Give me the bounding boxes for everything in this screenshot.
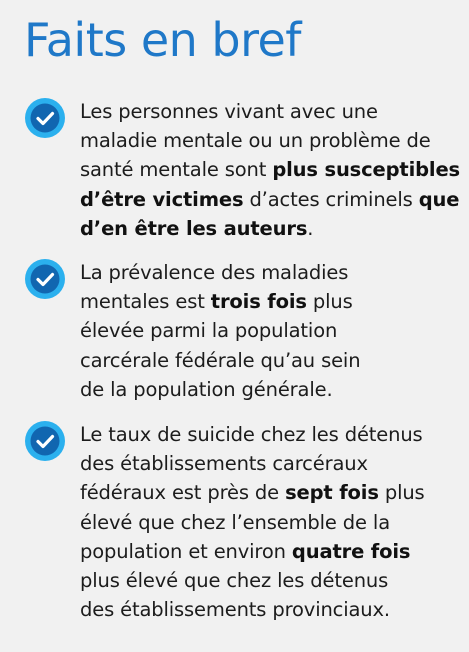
fact-text [80,258,460,404]
fact-line [80,185,460,214]
fact-line [80,449,460,478]
checkmark-circle-icon [24,420,66,462]
emphasis-text: quatre fois [291,539,411,563]
body-text: plus [306,290,353,314]
body-text: santé mentale sont [80,158,273,182]
emphasis-text: d’en être les auteurs [80,216,308,240]
body-text: plus [378,481,425,505]
body-text: carcérale fédérale qu’au sein [80,348,361,372]
fact-line [80,97,460,126]
fact-line [80,537,460,566]
fact-line [80,214,460,243]
fact-text [80,97,460,243]
body-text: fédéraux est près de [80,481,286,505]
body-text: de la population générale. [80,377,333,401]
fact-line [80,595,460,624]
fact-line [80,155,460,184]
body-text: Les personnes vivant avec une [80,100,378,123]
body-text: . [307,216,314,240]
body-text: élevé que chez l’ensemble de la [80,510,390,534]
fact-line [80,566,460,595]
fact-line [80,508,460,537]
emphasis-text: trois fois [210,290,307,314]
page-title: Faits en bref [24,13,302,67]
fact-line [80,420,460,449]
fact-line [80,258,460,287]
emphasis-text: plus susceptibles [272,158,461,182]
body-text: Le taux de suicide chez les détenus [80,423,423,446]
body-text: des établissements carcéraux [80,452,368,476]
fact-line [80,346,460,375]
emphasis-text: que [418,187,460,211]
fact-line [80,316,460,345]
body-text: mentales est [80,290,211,314]
fact-line [80,375,460,404]
fact-text [80,420,460,624]
body-text: élevée parmi la population [80,319,338,343]
fact-line [80,478,460,507]
body-text: d’actes criminels [243,187,419,211]
body-text: plus élevé que chez les détenus [80,568,389,592]
emphasis-text: d’être victimes [80,187,244,211]
checkmark-circle-icon [24,258,66,300]
emphasis-text: sept fois [285,481,379,505]
body-text: maladie mentale ou un problème de [80,129,431,153]
body-text: population et environ [80,539,292,563]
checkmark-circle-icon [24,97,66,139]
fact-line [80,126,460,155]
body-text: des établissements provinciaux. [80,598,390,622]
fact-line [80,287,460,316]
body-text: La prévalence des maladies [80,261,349,284]
